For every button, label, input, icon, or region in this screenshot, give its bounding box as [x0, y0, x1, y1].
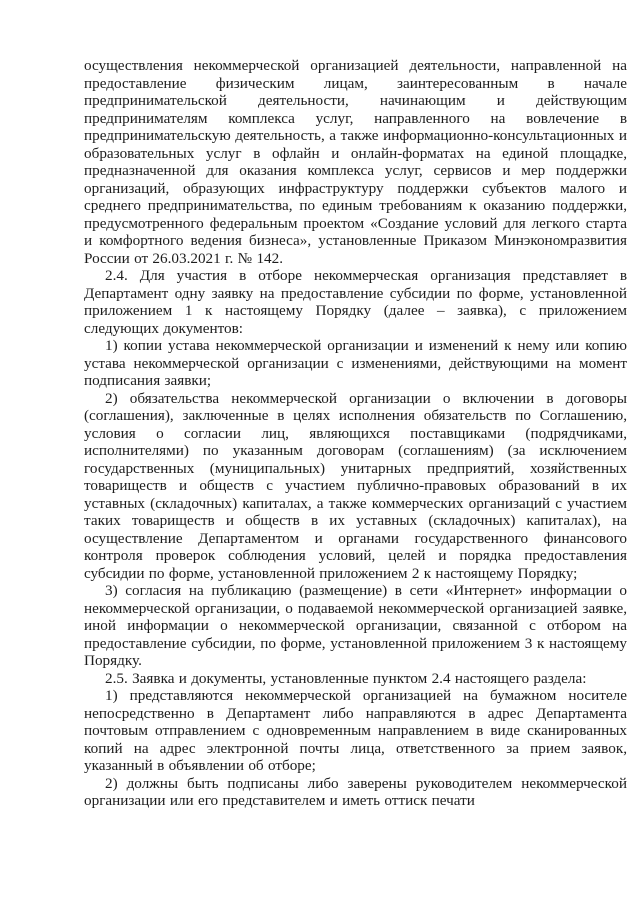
paragraph-clause-2-4-item-2: 2) обязательства некоммерческой организации о включении в договоры (соглашения), заключенные в целях исполнения обязательств по Соглашению, условия о согласии лиц, являющихся поставщиками (подрядчиками, исполнителями) по указанным договорам (соглашениям) (за исключением государственных (муниципальных) унитарных предприятий, хозяйственных товариществ и обществ с участием публично-правовых образований в их уставных (складочных) капиталах, а также коммерческих организаций с участием таких товариществ и обществ в их уставных (складочных) капиталах), на осуществление Департаментом и органами государственного финансового контроля проверок соблюдения условий, целей и порядка предоставления субсидии по форме, установленной приложением 2 к настоящему Порядку;: [84, 389, 627, 582]
paragraph-intro-continuation: осуществления некоммерческой организацией деятельности, направленной на предоставление физическим лицам, заинтересованным в начале предпринимательской деятельности, начинающим и действующим предпринимателям комплекса услуг, направленного на вовлечение в предпринимательскую деятельность, а также информационно-консультационных и образовательных услуг в офлайн и онлайн-форматах на единой площадке, предназначенной для оказания комплекса услуг, сервисов и мер поддержки организаций, образующих инфраструктуру поддержки субъектов малого и среднего предпринимательства, по единым требованиям к оказанию поддержки, предусмотренного федеральным проектом «Создание условий для легкого старта и комфортного ведения бизнеса», установленные Приказом Минэкономразвития России от 26.03.2021 г. № 142.: [84, 57, 627, 267]
paragraph-clause-2-4-item-1: 1) копии устава некоммерческой организации и изменений к нему или копию устава некоммерческой организации с изменениями, действующими на момент подписания заявки;: [84, 337, 627, 389]
paragraph-clause-2-4: 2.4. Для участия в отборе некоммерческая организация представляет в Департамент одну заявку на предоставление субсидии по форме, установленной приложением 1 к настоящему Порядку (далее – заявка), с приложением следующих документов:: [84, 267, 627, 337]
paragraph-clause-2-4-item-3: 3) согласия на публикацию (размещение) в сети «Интернет» информации о некоммерческой организации, о подаваемой некоммерческой организацией заявке, иной информации о некоммерческой организации, связанной с отбором на предоставление субсидии, по форме, установленной приложением 3 к настоящему Порядку.: [84, 582, 627, 669]
paragraph-clause-2-5: 2.5. Заявка и документы, установленные пунктом 2.4 настоящего раздела:: [105, 669, 587, 687]
document-text-block: [84, 57, 627, 810]
paragraph-clause-2-5-item-1: 1) представляются некоммерческой организацией на бумажном носителе непосредственно в Департамент либо направляются в адрес Департамента почтовым отправлением с одновременным направлением в виде сканированных копий на адрес электронной почты лица, ответственного за прием заявок, указанный в объявлении об отборе;: [84, 687, 627, 774]
paragraph-clause-2-5-item-2: 2) должны быть подписаны либо заверены руководителем некоммерческой организации или его представителем и иметь оттиск печати: [84, 774, 627, 809]
